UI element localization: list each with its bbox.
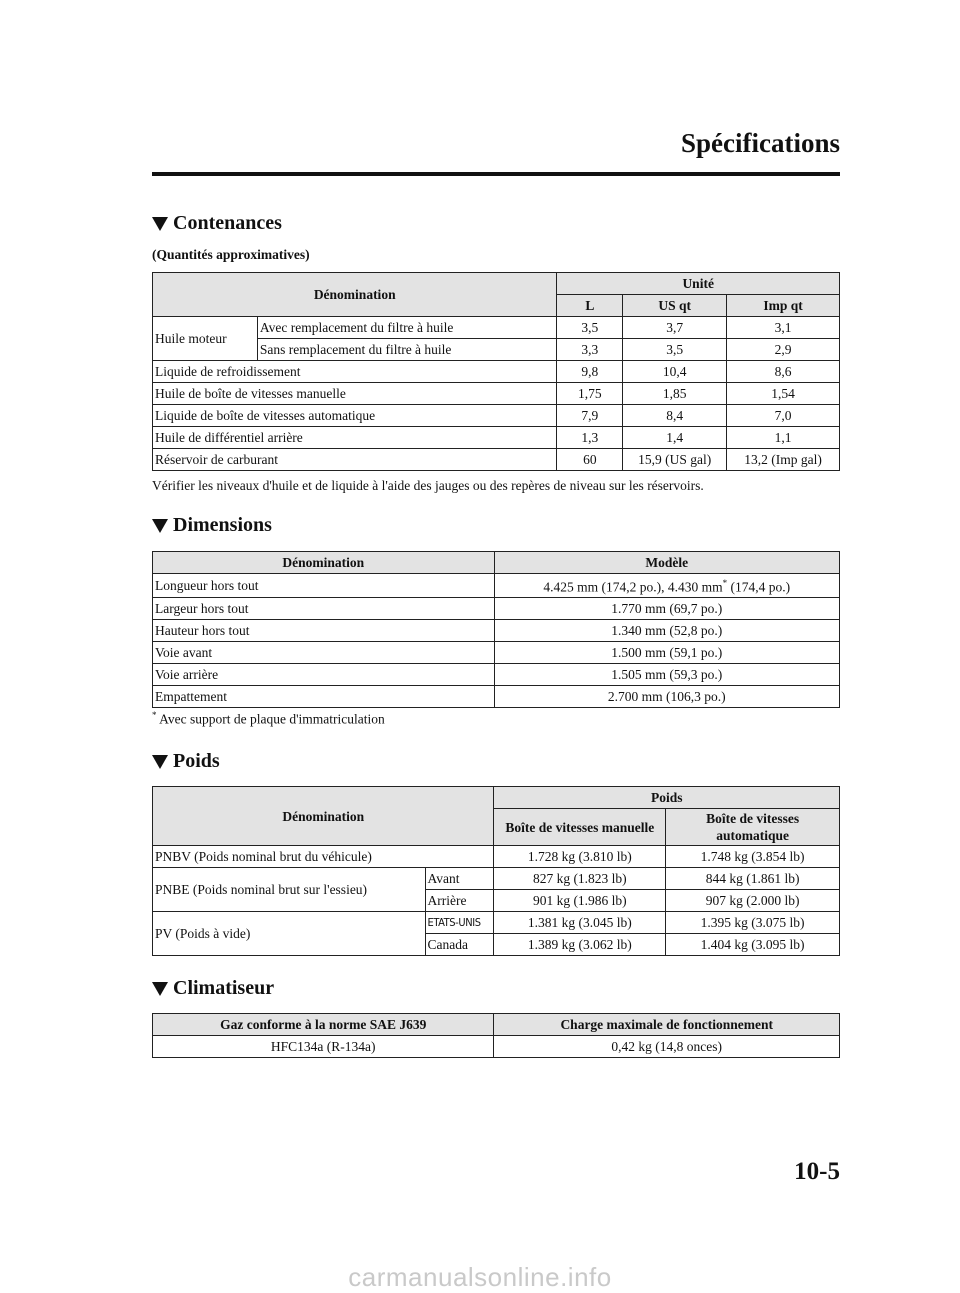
cell-usqt: 8,4 [623,405,727,427]
col-automatique [666,809,840,846]
cell-l: 7,9 [557,405,623,427]
cell-usqt: 3,5 [623,339,727,361]
footnote-marker: * [722,578,728,588]
col-denomination: Dénomination [153,273,557,317]
cell-manuelle: 1.728 kg (3.810 lb) [494,846,666,868]
cell-auto: 1.395 kg (3.075 lb) [666,912,840,934]
col-poids: Poids [494,787,840,809]
row-label: Huile de différentiel arrière [153,427,557,449]
huile-moteur-label: Huile moteur [153,317,258,361]
table-row [153,383,840,405]
heading-text: Contenances [173,212,282,234]
cell-impqt: 1,54 [727,383,840,405]
cell-value: 1.500 mm (59,1 po.) [494,641,839,663]
page-header-title: Spécifications [681,128,840,158]
row-label: Empattement [153,685,495,707]
cell-l: 9,8 [557,361,623,383]
value-part: (174,4 po.) [727,579,791,595]
col-unite: Unité [557,273,840,295]
table-header-row [153,552,840,574]
cell-manuelle: 827 kg (1.823 lb) [494,868,666,890]
table-row [153,449,840,471]
cell-usqt: 1,4 [623,427,727,449]
cell-auto: 844 kg (1.861 lb) [666,868,840,890]
weights-table [152,786,840,956]
row-sublabel: Arrière [425,890,494,912]
section-heading-contenances [152,212,282,235]
table-row [153,574,840,598]
section-heading-dimensions [152,514,272,537]
cell-manuelle: 1.381 kg (3.045 lb) [494,912,666,934]
col-denomination: Dénomination [153,552,495,574]
capacities-note: Vérifier les niveaux d'huile et de liquide à l'aide des jauges ou des repères de niveau sur les réservoirs. [152,478,704,493]
pnbe-label: PNBE (Poids nominal brut sur l'essieu) [153,868,426,912]
pv-label: PV (Poids à vide) [153,912,426,956]
row-label: Hauteur hors tout [153,619,495,641]
table-header-row [153,273,840,295]
heading-text: Poids [173,750,220,772]
row-label: Voie avant [153,641,495,663]
heading-text: Dimensions [173,514,272,536]
row-sublabel: ETATS-UNIS [425,912,494,934]
table-row [153,1036,840,1058]
cell-l: 1,75 [557,383,623,405]
cell-auto: 1.748 kg (3.854 lb) [666,846,840,868]
ac-table [152,1013,840,1058]
table-header-row [153,787,840,809]
watermark: carmanualsonline.info [348,1262,612,1292]
cell-impqt: 2,9 [727,339,840,361]
capacities-subtitle: (Quantités approximatives) [152,247,310,262]
cell-l: 3,5 [557,317,623,339]
cell-manuelle: 901 kg (1.986 lb) [494,890,666,912]
cell-impqt: 3,1 [727,317,840,339]
table-row [153,361,840,383]
table-row [153,912,840,934]
capacities-table [152,272,840,471]
section-heading-poids [152,750,220,773]
triangle-bullet-icon [152,217,168,231]
cell-value: 1.340 mm (52,8 po.) [494,619,839,641]
col-manuelle: Boîte de vitesses manuelle [494,809,666,846]
cell-usqt: 1,85 [623,383,727,405]
cell-gaz: HFC134a (R-134a) [153,1036,494,1058]
dimensions-table [152,551,840,708]
cell-charge: 0,42 kg (14,8 onces) [494,1036,840,1058]
row-label: Largeur hors tout [153,597,495,619]
table-row [153,619,840,641]
cell-value: 1.505 mm (59,3 po.) [494,663,839,685]
table-row [153,317,840,339]
col-modele: Modèle [494,552,839,574]
row-label: Voie arrière [153,663,495,685]
cell-impqt: 7,0 [727,405,840,427]
page-number: 10-5 [794,1158,840,1185]
row-sublabel: Avant [425,868,494,890]
cell-l: 3,3 [557,339,623,361]
cell-l: 60 [557,449,623,471]
cell-value [494,574,839,598]
cell-impqt: 1,1 [727,427,840,449]
triangle-bullet-icon [152,982,168,996]
cell-impqt: 13,2 (Imp gal) [727,449,840,471]
cell-auto: 907 kg (2.000 lb) [666,890,840,912]
cell-usqt: 3,7 [623,317,727,339]
table-row [153,597,840,619]
table-row [153,427,840,449]
dimensions-footnote [152,710,385,728]
cell-value: 1.770 mm (69,7 po.) [494,597,839,619]
col-charge: Charge maximale de fonctionnement [494,1014,840,1036]
value-part: 4.425 mm (174,2 po.), 4.430 mm [543,579,723,595]
row-label: Réservoir de carburant [153,449,557,471]
cell-usqt: 10,4 [623,361,727,383]
col-denomination: Dénomination [153,787,494,846]
heading-text: Climatiseur [173,977,275,999]
table-row [153,405,840,427]
table-row [153,846,840,868]
cell-impqt: 8,6 [727,361,840,383]
row-label: Sans remplacement du filtre à huile [257,339,557,361]
row-label: Huile de boîte de vitesses manuelle [153,383,557,405]
row-label: Liquide de refroidissement [153,361,557,383]
table-row [153,663,840,685]
cell-usqt: 15,9 (US gal) [623,449,727,471]
section-heading-climatiseur [152,977,274,1000]
row-label: Liquide de boîte de vitesses automatique [153,405,557,427]
cell-manuelle: 1.389 kg (3.062 lb) [494,934,666,956]
table-row [153,641,840,663]
table-header-row [153,1014,840,1036]
cell-l: 1,3 [557,427,623,449]
col-auto-line2: automatique [716,828,789,843]
row-sublabel: Canada [425,934,494,956]
col-gaz: Gaz conforme à la norme SAE J639 [153,1014,494,1036]
footnote-marker: * [152,710,157,720]
row-label: Avec remplacement du filtre à huile [257,317,557,339]
row-label: PNBV (Poids nominal brut du véhicule) [153,846,494,868]
row-label: Longueur hors tout [153,574,495,598]
col-usqt: US qt [623,295,727,317]
cell-auto: 1.404 kg (3.095 lb) [666,934,840,956]
triangle-bullet-icon [152,519,168,533]
cell-value: 2.700 mm (106,3 po.) [494,685,839,707]
col-auto-line1: Boîte de vitesses [706,811,800,826]
col-impqt: Imp qt [727,295,840,317]
footnote-text: Avec support de plaque d'immatriculation [156,711,385,727]
header-rule [152,172,840,176]
triangle-bullet-icon [152,755,168,769]
table-row [153,868,840,890]
table-row [153,685,840,707]
col-l: L [557,295,623,317]
